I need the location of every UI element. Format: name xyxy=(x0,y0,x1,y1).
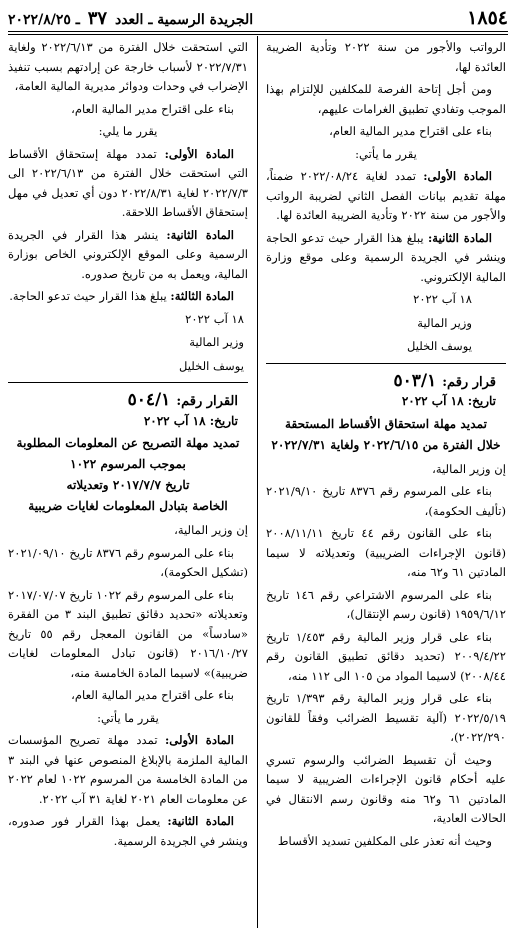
decree-date: تاريخ: ١٨ آب ٢٠٢٢ xyxy=(143,413,238,428)
decree-label: القرار رقم: xyxy=(176,394,238,409)
article xyxy=(8,287,248,307)
separator xyxy=(8,382,248,383)
issue-date: ـ ٢٠٢٢/٨/٢٥ xyxy=(8,11,80,28)
signature-block xyxy=(8,310,248,377)
signature-role: وزير المالية xyxy=(417,315,472,330)
header-rule xyxy=(8,31,508,32)
decree-label: قرار رقم: xyxy=(442,374,496,390)
decree-header xyxy=(266,372,506,456)
preamble: وحيث أنه تعذر على المكلفين تسديد الأقساط xyxy=(277,833,492,848)
decree-subject-line: خلال الفترة من ٢٠٢٢/٦/١٥ ولغاية ٢٠٢٢/٧/٣١ xyxy=(271,437,501,452)
decides-line: يقرر ما يلي: xyxy=(98,124,158,138)
paragraph: بناء على اقتراح مدير المالية العام، xyxy=(71,101,234,116)
decree-number-row xyxy=(8,391,248,412)
preamble: إن وزير المالية، xyxy=(432,461,506,476)
decree-date: تاريخ: ١٨ آب ٢٠٢٢ xyxy=(401,394,496,408)
decree-subject xyxy=(8,433,248,517)
continuation-text: التي استحقت خلال الفترة من ٢٠٢٢/٦/١٣ ولغاية ٢٠٢٢/٧/٣١ لأسباب خارجة عن إرادتهم بسبب تنفيذ الإضراب في وحدات ودوائر مديرية المالية العامة، xyxy=(8,40,248,93)
continuation-text: الرواتب والأجور من سنة ٢٠٢٢ وتأدية الضريبة العائدة لها، xyxy=(266,40,506,74)
article xyxy=(8,812,248,851)
preamble: وحيث أن تقسيط الضرائب والرسوم تسري عليه أحكام قانون الإجراءات الضريبية لا سيما المادتين ٦١ و٦٢ منه وقانون رسم الانتقال في الحالات العادية، xyxy=(266,752,506,825)
article-label: المادة الثانية: xyxy=(166,227,234,242)
gazette-name: الجريدة الرسمية ـ العدد xyxy=(114,11,254,28)
left-column xyxy=(8,38,248,854)
preamble: بناء على اقتراح مدير المالية العام، xyxy=(71,688,234,702)
paragraph: بناء على اقتراح مدير المالية العام، xyxy=(329,124,492,138)
preamble: بناء على المرسوم الاشتراعي رقم ١٤٦ تاريخ ١٩٥٩/٦/١٢ (قانون رسم الإنتقال)، xyxy=(266,587,506,621)
decree-header xyxy=(8,391,248,517)
signature-date: ١٨ آب ٢٠٢٢ xyxy=(413,292,472,306)
preamble: بناء على قرار وزير المالية رقم ١/٣٩٣ تاريخ ٢٠٢٢/٥/١٩ (آلية تقسيط الضرائب وفقاً للقانون ٢٠٢٢/٢٩٠)، xyxy=(266,691,506,744)
decree-subject-line: الخاصة بتبادل المعلومات لغايات ضريبية xyxy=(28,499,228,513)
article xyxy=(8,731,248,809)
article-label: المادة الثانية: xyxy=(167,814,234,828)
signature-role: وزير المالية xyxy=(189,335,244,349)
decides-line: يقرر ما يأتي: xyxy=(97,710,159,725)
article-text: يعمل بهذا القرار فور صدوره، وينشر في الجريدة الرسمية. xyxy=(8,814,248,848)
decree-number: ٥٠٣/١ xyxy=(393,370,437,391)
separator xyxy=(266,363,506,364)
gazette-title xyxy=(8,8,253,29)
decree-subject-line: بموجب المرسوم ١٠٢٢ xyxy=(70,457,186,471)
preamble: بناء على المرسوم رقم ٨٣٧٦ تاريخ ٢٠٢١/٩/١٠ (تأليف الحكومة)، xyxy=(266,484,506,518)
decides-line: يقرر ما يأتي: xyxy=(355,146,417,161)
decree-subject xyxy=(266,414,506,456)
article-label: المادة الأولى: xyxy=(423,169,492,183)
header-rule-thin xyxy=(8,34,508,35)
preamble: بناء على قرار وزير المالية رقم ١/٤٥٣ تاريخ ٢٠٠٩/٤/٢٢ (تحديد دقائق تطبيق القانون رقم ٢٠٠٨/٤٤) لاسيما المواد من ١٠٥ الى ١١٢ منه، xyxy=(266,629,506,683)
article-text: تمدد مهلة إستحقاق الأقساط التي استحقت خلال الفترة من ٢٠٢٢/٦/١٣ الى ٢٠٢٢/٧/٣ لغاية ٢٠٢٢/٨/٣١ دون أي تعديل في مهل إستحقاق الأقساط اللاحقة. xyxy=(8,146,248,219)
article xyxy=(8,145,248,223)
decree-subject-line: تمديد مهلة التصريح عن المعلومات المطلوبة xyxy=(16,436,240,450)
decree-subject-line: تاريخ ٢٠١٧/٧/٧ وتعديلاته xyxy=(66,478,190,492)
signature-name: يوسف الخليل xyxy=(179,358,244,373)
right-column xyxy=(266,38,506,854)
paragraph: ومن أجل إتاحة الفرصة للمكلفين للإلتزام بهذا الموجب وتفادي تطبيق الغرامات عليهم، xyxy=(266,82,506,116)
article-text: يبلغ هذا القرار حيث تدعو الحاجة. xyxy=(9,289,171,303)
article-label: المادة الثالثة: xyxy=(170,289,234,303)
decree-number: ٥٠٤/١ xyxy=(127,390,171,410)
column-divider xyxy=(257,36,258,928)
issue-number: ٣٧ xyxy=(87,7,108,29)
page-number: ١٨٥٤ xyxy=(467,7,508,29)
article-label: المادة الأولى: xyxy=(165,733,234,747)
signature-name: يوسف الخليل xyxy=(407,339,472,353)
page-header xyxy=(8,6,508,30)
article-text: تمدد مهلة تصريح المؤسسات المالية الملزمة بالإبلاغ المنصوص عنها في البند ٣ من المادة الخامسة من المرسوم ١٠٢٢ لعام ٢٠٢٢ عن معلومات العام ٢٠٢١ لغاية ٣١ آب ٢٠٢٢. xyxy=(8,733,248,806)
preamble: إن وزير المالية، xyxy=(174,523,248,537)
preamble: بناء على المرسوم رقم ٨٣٧٦ تاريخ ٢٠٢١/٠٩/١٠ (تشكيل الحكومة)، xyxy=(8,545,248,579)
article-label: المادة الأولى: xyxy=(164,146,234,161)
article xyxy=(266,229,506,288)
signature-date: ١٨ آب ٢٠٢٢ xyxy=(185,311,244,326)
article-text: يبلغ هذا القرار حيث تدعو الحاجة وينشر في الجريدة الرسمية وعلى موقع وزارة المالية الإلكتروني. xyxy=(266,230,506,284)
preamble: بناء على المرسوم رقم ١٠٢٢ تاريخ ٢٠١٧/٠٧/٠٧ وتعديلاته «تحديد دقائق تطبيق البند ٣ من الفقرة «سادساً» من القانون المعجل رقم ٥٥ تاريخ ٢٠١٦/١٠/٢٧ (قانون تبادل المعلومات لغايات ضريبية)» لاسيما المادة الخامسة منه، xyxy=(8,587,248,680)
preamble: بناء على القانون رقم ٤٤ تاريخ ٢٠٠٨/١١/١١ (قانون الإجراءات الضريبية) وتعديلاته لا سيما المادتين ٦١ و٦٢ منه، xyxy=(266,526,506,579)
article-text: تمدد لغاية ٢٠٢٢/٠٨/٢٤ ضمناً، مهلة تقديم بيانات الفصل الثاني لضريبة الرواتب والأجور من سنة ٢٠٢٢ وتأدية الضريبة العائدة لها. xyxy=(266,169,506,222)
article xyxy=(8,226,248,285)
signature-block xyxy=(266,290,506,357)
article-label: المادة الثانية: xyxy=(427,230,492,245)
article-text: ينشر هذا القرار في الجريدة الرسمية وعلى الموقع الإلكتروني الخاص بوزارة المالية، ويعمل به من تاريخ صدوره. xyxy=(8,227,248,281)
decree-subject-line: تمديد مهلة استحقاق الأقساط المستحقة xyxy=(284,416,488,431)
article xyxy=(266,167,506,226)
decree-number-row xyxy=(266,372,506,393)
